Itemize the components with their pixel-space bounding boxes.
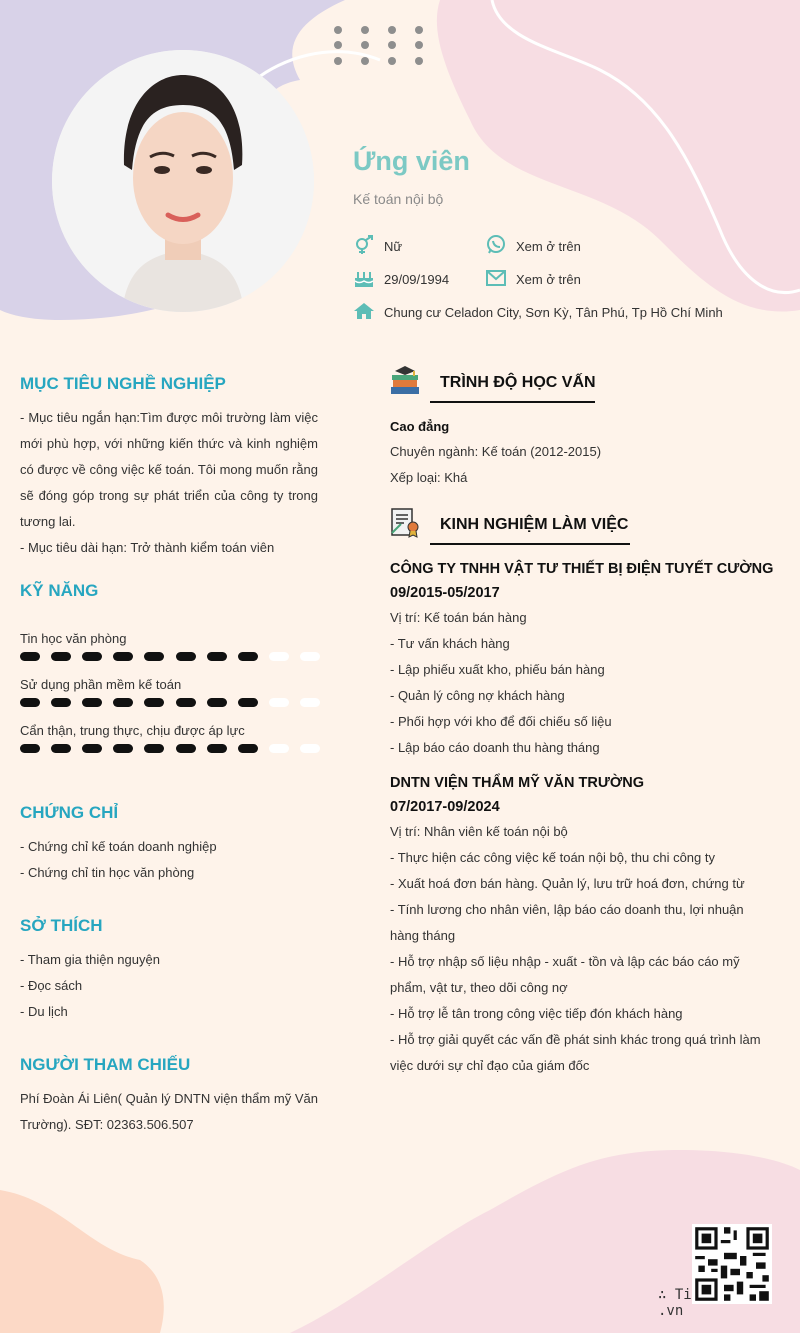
job-task: - Thực hiện các công việc kế toán nội bộ, thu chi công ty [390,850,715,865]
skill-rating-1 [20,652,320,662]
gender-icon [353,235,375,255]
mail-icon [485,268,507,288]
rating-dot-empty [300,698,320,707]
address-value: Chung cư Celadon City, Sơn Kỳ, Tân Phú, Tp Hồ Chí Minh [384,305,723,320]
objective-title: MỤC TIÊU NGHỀ NGHIỆP [20,374,226,393]
education-underline [430,401,595,403]
skill-label-1: Tin học văn phòng [20,631,127,646]
job-task: - Tính lương cho nhân viên, lập báo cáo doanh thu, lợi nhuận hàng tháng [390,902,744,943]
hobby-item: - Đọc sách [20,978,83,993]
job-task: - Lập báo cáo doanh thu hàng tháng [390,740,600,755]
rating-dot-filled [176,698,196,707]
job-task: - Tư vấn khách hàng [390,636,510,651]
certificates-title: CHỨNG CHỈ [20,803,119,822]
job-task: - Hỗ trợ nhập số liệu nhập - xuất - tồn và lập các báo cáo mỹ phẩm, vật tư, theo dõi công nợ [390,954,740,995]
email-value: Xem ở trên [516,272,581,287]
skill-label-3: Cẩn thận, trung thực, chịu được áp lực [20,723,245,738]
rating-dot-filled [144,652,164,661]
watermark-tail: .vn [658,1303,684,1319]
rating-dot-empty [269,698,289,707]
experience-title: KINH NGHIỆM LÀM VIỆC [440,516,629,533]
dob-value: 29/09/1994 [384,272,450,287]
phone-value: Xem ở trên [516,239,581,254]
rating-dot-filled [144,698,164,707]
rating-dot-filled [207,744,227,753]
reference-text: Phí Đoàn Ái Liên( Quản lý DNTN viện thẩm mỹ Văn Trường). SĐT: 02363.506.507 [20,1091,318,1132]
job-task: - Hỗ trợ giải quyết các vấn đề phát sinh khác trong quá trình làm việc dưới sự chỉ đạo của giám đốc [390,1032,761,1073]
job-task: - Lập phiếu xuất kho, phiếu bán hàng [390,662,605,677]
pink-blob-top [437,0,800,312]
job-company-2: DNTN VIỆN THẨM MỸ VĂN TRƯỜNG [390,775,644,791]
rating-dot-filled [238,744,258,753]
rating-dot-filled [238,698,258,707]
objective-long: - Mục tiêu dài hạn: Trở thành kiểm toán viên [20,540,275,555]
books-icon [389,365,421,397]
rating-dot-filled [20,744,40,753]
rating-dot-empty [300,652,320,661]
experience-underline [430,543,630,545]
rating-dot-filled [51,652,71,661]
watermark-text: ∴ Ti [658,1287,692,1303]
certificate-icon [389,506,421,538]
rating-dot-filled [82,698,102,707]
rating-dot-filled [20,698,40,707]
cake-icon [353,268,375,288]
job-position-2: Vị trí: Nhân viên kế toán nội bộ [390,824,568,839]
rating-dot-filled [207,652,227,661]
job-task: - Quản lý công nợ khách hàng [390,688,565,703]
job-task: - Phối hợp với kho để đối chiếu số liệu [390,714,612,729]
profile-photo [52,50,314,312]
hobby-item: - Tham gia thiện nguyện [20,952,160,967]
rating-dot-filled [176,652,196,661]
skills-title: KỸ NĂNG [20,581,99,600]
job-position-1: Vị trí: Kế toán bán hàng [390,610,527,625]
certificate-item: - Chứng chỉ tin học văn phòng [20,865,195,880]
gender-value: Nữ [384,239,403,254]
hobby-item: - Du lịch [20,1004,68,1019]
rating-dot-filled [238,652,258,661]
rating-dot-filled [51,744,71,753]
education-major: Chuyên ngành: Kế toán (2012-2015) [390,444,602,459]
job-task: - Xuất hoá đơn bán hàng. Quản lý, lưu trữ hoá đơn, chứng từ [390,876,745,891]
rating-dot-empty [300,744,320,753]
education-grade: Xếp loại: Khá [390,470,468,485]
reference-title: NGƯỜI THAM CHIẾU [20,1055,191,1074]
rating-dot-filled [144,744,164,753]
hobbies-title: SỞ THÍCH [20,916,103,935]
home-icon [353,301,375,321]
rating-dot-filled [113,744,133,753]
rating-dot-filled [51,698,71,707]
skill-label-2: Sử dụng phần mềm kế toán [20,677,182,692]
job-period-2: 07/2017-09/2024 [390,799,500,815]
skill-rating-2 [20,698,320,708]
qr-code-icon [692,1224,772,1304]
education-title: TRÌNH ĐỘ HỌC VẤN [440,374,596,391]
candidate-name: Ứng viên [353,146,470,176]
rating-dot-filled [82,652,102,661]
candidate-role: Kế toán nội bộ [353,191,444,207]
phone-icon [485,235,507,255]
education-level: Cao đẳng [390,419,450,434]
job-company-1: CÔNG TY TNHH VẬT TƯ THIẾT BỊ ĐIỆN TUYẾT CƯỜNG [390,561,774,577]
peach-blob-bottom [0,1190,164,1333]
objective-short: - Mục tiêu ngắn hạn:Tìm được môi trường làm việc mới phù hợp, với những kiến thức và kinh nghiệm có được về công việc kế toán. Tôi mong muốn rằng sẽ đóng góp trong sự phát triển của công ty trong tương lai. [20,410,318,529]
rating-dot-filled [207,698,227,707]
rating-dot-filled [20,652,40,661]
job-task: - Hỗ trợ lễ tân trong công việc tiếp đón khách hàng [390,1006,683,1021]
certificate-item: - Chứng chỉ kế toán doanh nghiệp [20,839,217,854]
rating-dot-filled [113,652,133,661]
rating-dot-filled [82,744,102,753]
rating-dot-filled [176,744,196,753]
job-period-1: 09/2015-05/2017 [390,585,500,601]
rating-dot-empty [269,652,289,661]
rating-dot-empty [269,744,289,753]
rating-dot-filled [113,698,133,707]
skill-rating-3 [20,744,320,754]
